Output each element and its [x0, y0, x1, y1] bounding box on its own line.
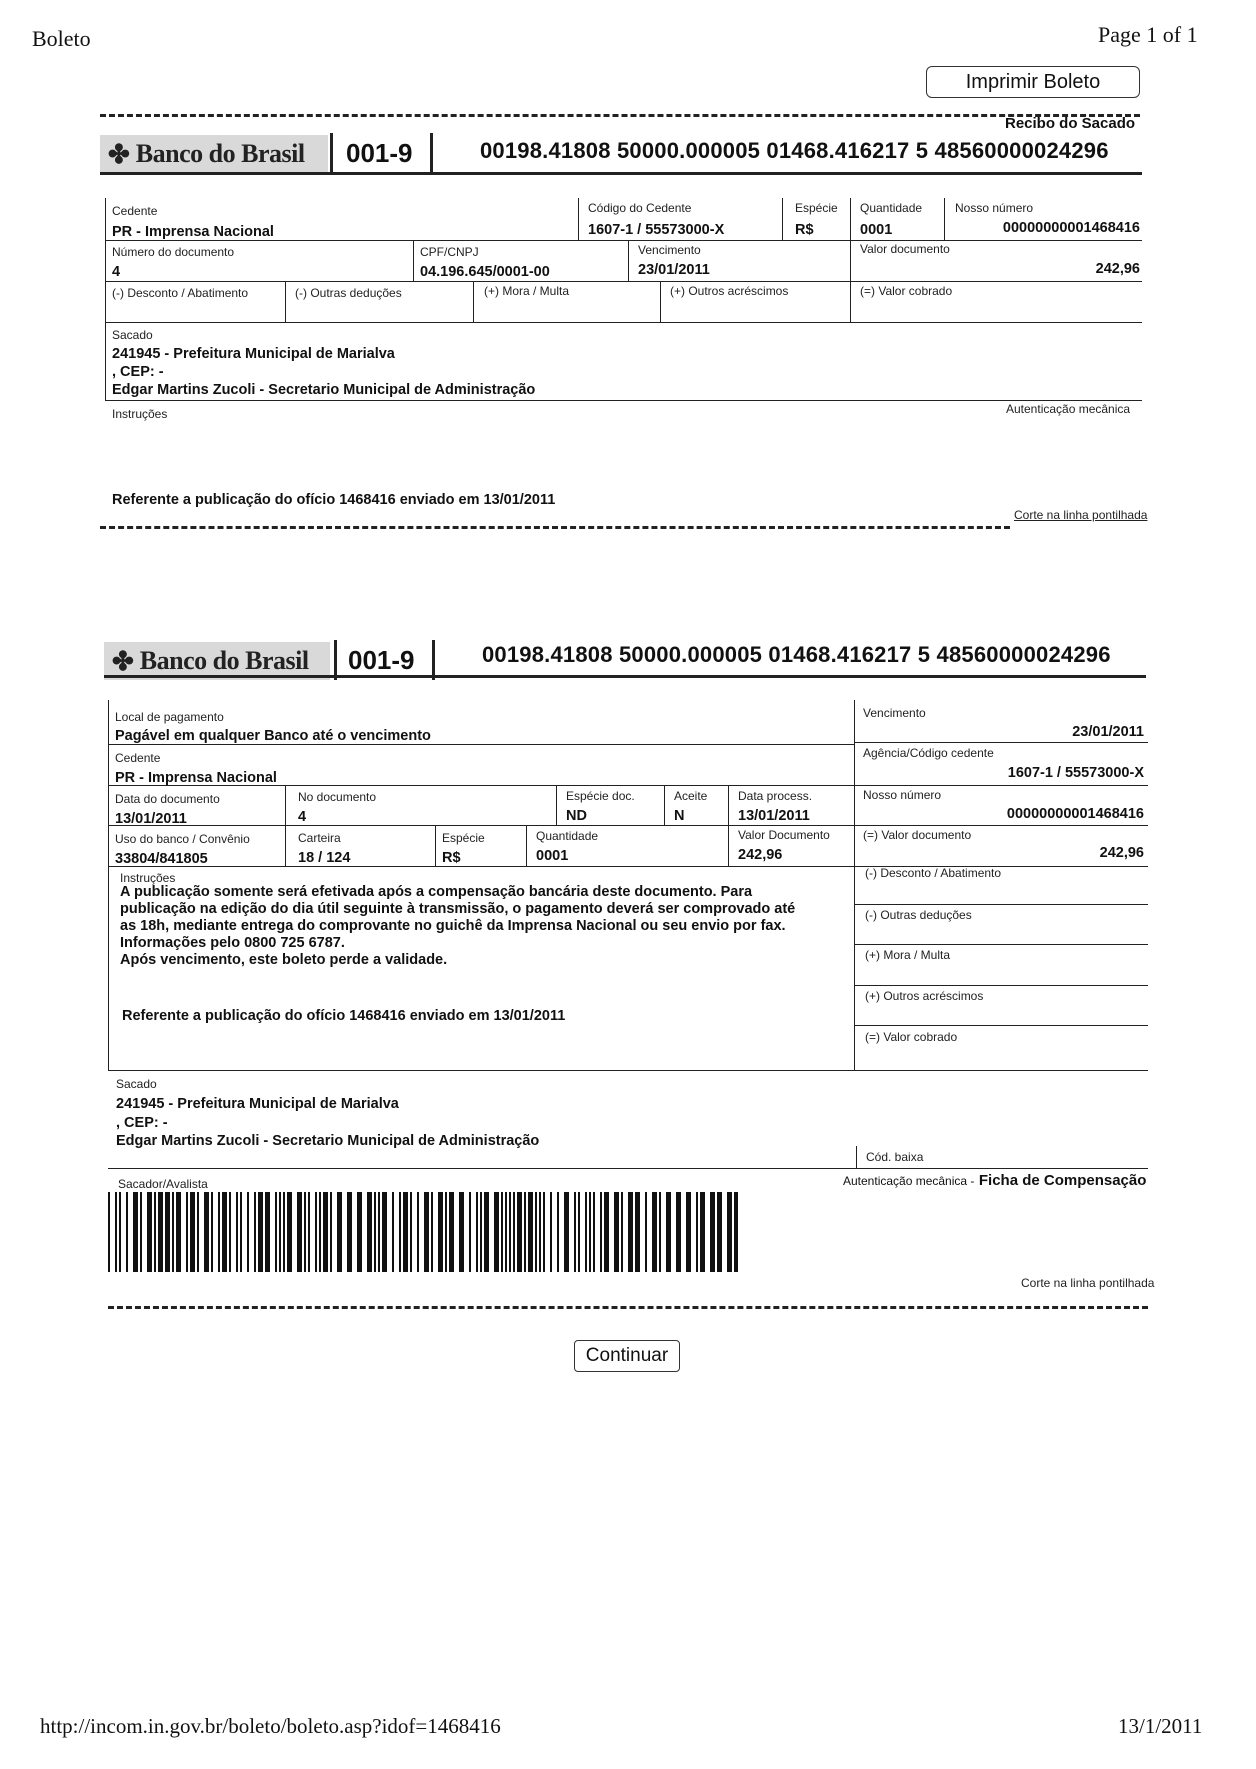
no-doc-label: No documento	[298, 790, 377, 804]
quantidade-value: 0001	[536, 848, 569, 864]
instr-line: as 18h, mediante entrega do comprovante no guichê da Imprensa Nacional ou seu envio por fax.	[120, 918, 786, 934]
instr-line: publicação na edição do dia útil seguinte à transmissão, o pagamento deverá ser comprovado até	[120, 901, 796, 917]
grid-line	[108, 825, 1148, 826]
grid-line	[854, 742, 1148, 743]
instr-line: Após vencimento, este boleto perde a validade.	[120, 952, 448, 968]
divider	[432, 640, 435, 680]
valor-cobrado-label: (=) Valor cobrado	[865, 1030, 958, 1044]
outras-deducoes-label: (-) Outras deduções	[295, 286, 402, 300]
aceite-label: Aceite	[674, 789, 708, 803]
local-value: Pagável em qualquer Banco até o vencimento	[115, 728, 431, 744]
instr-line: Informações pelo 0800 725 6787.	[120, 935, 345, 951]
cedente-value: PR - Imprensa Nacional	[115, 770, 277, 786]
grid-line	[854, 985, 1148, 986]
quantidade-value: 0001	[860, 222, 893, 238]
digitable-line: 00198.41808 50000.000005 01468.416217 5 48560000024296	[482, 642, 1111, 667]
bank-logo-icon: ✤	[112, 645, 134, 676]
grid-line	[285, 281, 286, 322]
grid-line	[108, 1070, 1148, 1071]
autenticacao-ficha	[843, 1172, 1146, 1190]
grid-line	[628, 240, 629, 281]
mora-label: (+) Mora / Multa	[484, 284, 570, 298]
cut-line-top	[100, 114, 1140, 117]
grid-line	[108, 1168, 1148, 1169]
nosso-numero-label: Nosso número	[863, 788, 942, 802]
continue-button[interactable]: Continuar	[574, 1340, 680, 1372]
grid-line	[285, 785, 286, 866]
divider	[104, 675, 1146, 678]
outros-acrescimos-label: (+) Outros acréscimos	[670, 284, 789, 298]
data-doc-label: Data do documento	[115, 792, 220, 806]
footer-url: http://incom.in.gov.br/boleto/boleto.asp?idof=1468416	[40, 1714, 501, 1738]
grid-line	[556, 785, 557, 825]
divider	[430, 133, 433, 173]
grid-line	[854, 1025, 1148, 1026]
bank-name: Banco do Brasil	[135, 139, 305, 168]
aceite-value: N	[674, 808, 685, 824]
barcode	[108, 1192, 740, 1272]
grid-line	[108, 744, 854, 745]
numero-doc-value: 4	[112, 264, 121, 280]
desconto-label: (-) Desconto / Abatimento	[865, 866, 1002, 880]
grid-line	[105, 322, 1142, 323]
footer-date: 13/1/2011	[1118, 1714, 1203, 1738]
ficha-compensacao-label: Ficha de Compensação	[978, 1172, 1147, 1189]
data-process-value: 13/01/2011	[738, 808, 810, 824]
grid-line	[105, 240, 1142, 241]
grid-line	[105, 322, 106, 400]
data-process-label: Data process.	[738, 789, 813, 803]
grid-line	[854, 904, 1148, 905]
uso-banco-label: Uso do banco / Convênio	[115, 832, 250, 846]
vencimento-label: Vencimento	[863, 706, 926, 720]
grid-line	[782, 198, 783, 240]
divider	[334, 640, 337, 680]
print-button[interactable]: Imprimir Boleto	[926, 66, 1140, 98]
instructions-text	[120, 884, 850, 969]
outros-acrescimos-label: (+) Outros acréscimos	[865, 989, 984, 1003]
corte-label: Corte na linha pontilhada	[1014, 508, 1148, 522]
cut-line-bottom	[108, 1306, 1148, 1309]
valor-doc-value: 242,96	[738, 847, 783, 863]
ficha-referente: Referente a publicação do ofício 1468416 enviado em 13/01/2011	[122, 1008, 566, 1024]
sacado-line1: 241945 - Prefeitura Municipal de Marialva	[116, 1096, 399, 1112]
nosso-numero-label: Nosso número	[955, 201, 1034, 215]
sacado-line2: , CEP: -	[116, 1115, 168, 1131]
grid-line	[105, 281, 1142, 282]
autenticacao-label: Autenticação mecânica -	[843, 1174, 975, 1188]
uso-banco-value: 33804/841805	[115, 851, 208, 867]
carteira-label: Carteira	[298, 831, 341, 845]
digitable-line: 00198.41808 50000.000005 01468.416217 5 48560000024296	[480, 138, 1109, 163]
valor-documento-value: 242,96	[1099, 845, 1144, 861]
grid-line	[944, 198, 945, 240]
especie-doc-value: ND	[566, 808, 587, 824]
grid-line	[578, 198, 579, 240]
vencimento-value: 23/01/2011	[638, 262, 710, 278]
agencia-label: Agência/Código cedente	[863, 746, 994, 760]
grid-line	[660, 281, 661, 322]
cod-baixa-label: Cód. baixa	[866, 1150, 924, 1164]
corte-label-ficha: Corte na linha pontilhada	[1021, 1276, 1155, 1290]
bank-logo-icon: ✤	[108, 138, 130, 169]
instrucoes-label: Instruções	[112, 407, 168, 421]
cpf-value: 04.196.645/0001-00	[420, 264, 550, 280]
agencia-value: 1607-1 / 55573000-X	[1007, 765, 1144, 781]
grid-line	[854, 944, 1148, 945]
vencimento-label: Vencimento	[638, 243, 701, 257]
cut-line	[100, 526, 1010, 529]
autenticacao-label: Autenticação mecânica	[1006, 402, 1131, 416]
receipt-caption: Recibo do Sacado	[1005, 115, 1136, 132]
bank-code: 001-9	[346, 138, 413, 168]
bank-name: Banco do Brasil	[139, 646, 309, 675]
nosso-numero-value: 00000000001468416	[1006, 806, 1144, 822]
especie-label: Espécie	[442, 831, 485, 845]
grid-line	[854, 700, 855, 1070]
numero-doc-label: Número do documento	[112, 245, 235, 259]
especie-value: R$	[795, 222, 814, 238]
codigo-cedente-value: 1607-1 / 55573000-X	[588, 222, 725, 238]
especie-value: R$	[442, 850, 461, 866]
cedente-label: Cedente	[115, 751, 161, 765]
divider	[330, 133, 333, 173]
nosso-numero-value: 00000000001468416	[1002, 220, 1140, 236]
codigo-cedente-label: Código do Cedente	[588, 201, 692, 215]
bank-code: 001-9	[348, 645, 415, 675]
page-header-title: Boleto	[32, 26, 91, 51]
instr-line: A publicação somente será efetivada após a compensação bancária deste documento. Para	[120, 884, 753, 900]
bank-logo	[100, 135, 328, 173]
grid-line	[105, 400, 1142, 401]
carteira-value: 18 / 124	[298, 850, 351, 866]
divider	[100, 172, 1142, 175]
grid-line	[435, 825, 436, 866]
valor-cobrado-label: (=) Valor cobrado	[860, 284, 953, 298]
sacado-line3: Edgar Martins Zucoli - Secretario Municipal de Administração	[116, 1133, 540, 1149]
grid-line	[856, 1146, 857, 1168]
quantidade-label: Quantidade	[536, 829, 599, 843]
valor-documento-label: (=) Valor documento	[863, 828, 972, 842]
sacado-line2: , CEP: -	[112, 364, 164, 380]
sacado-label: Sacado	[116, 1077, 157, 1091]
receipt-referente: Referente a publicação do ofício 1468416 enviado em 13/01/2011	[112, 492, 556, 508]
especie-label: Espécie	[795, 201, 838, 215]
cpf-label: CPF/CNPJ	[420, 245, 479, 259]
valor-doc-label: Valor Documento	[738, 828, 830, 842]
grid-line	[728, 785, 729, 866]
cedente-value: PR - Imprensa Nacional	[112, 224, 274, 240]
sacador-label: Sacador/Avalista	[118, 1177, 208, 1191]
desconto-label: (-) Desconto / Abatimento	[112, 286, 249, 300]
cedente-label: Cedente	[112, 204, 158, 218]
grid-line	[526, 825, 527, 866]
sacado-line3: Edgar Martins Zucoli - Secretario Municipal de Administração	[112, 382, 536, 398]
page-number: Page 1 of 1	[1098, 22, 1198, 47]
valor-doc-value: 242,96	[1095, 261, 1140, 277]
instrucoes-label: Instruções	[120, 871, 176, 885]
no-doc-value: 4	[298, 809, 307, 825]
vencimento-value: 23/01/2011	[1072, 724, 1144, 740]
grid-line	[105, 198, 106, 322]
sacado-label: Sacado	[112, 328, 153, 342]
grid-line	[850, 198, 851, 322]
mora-label: (+) Mora / Multa	[865, 948, 951, 962]
grid-line	[108, 700, 109, 1070]
quantidade-label: Quantidade	[860, 201, 923, 215]
especie-doc-label: Espécie doc.	[566, 789, 635, 803]
grid-line	[413, 240, 414, 281]
sacado-line1: 241945 - Prefeitura Municipal de Marialva	[112, 346, 395, 362]
valor-doc-label: Valor documento	[860, 242, 950, 256]
data-doc-value: 13/01/2011	[115, 811, 187, 827]
outras-deducoes-label: (-) Outras deduções	[865, 908, 972, 922]
grid-line	[664, 785, 665, 825]
grid-line	[473, 281, 474, 322]
local-label: Local de pagamento	[115, 710, 224, 724]
